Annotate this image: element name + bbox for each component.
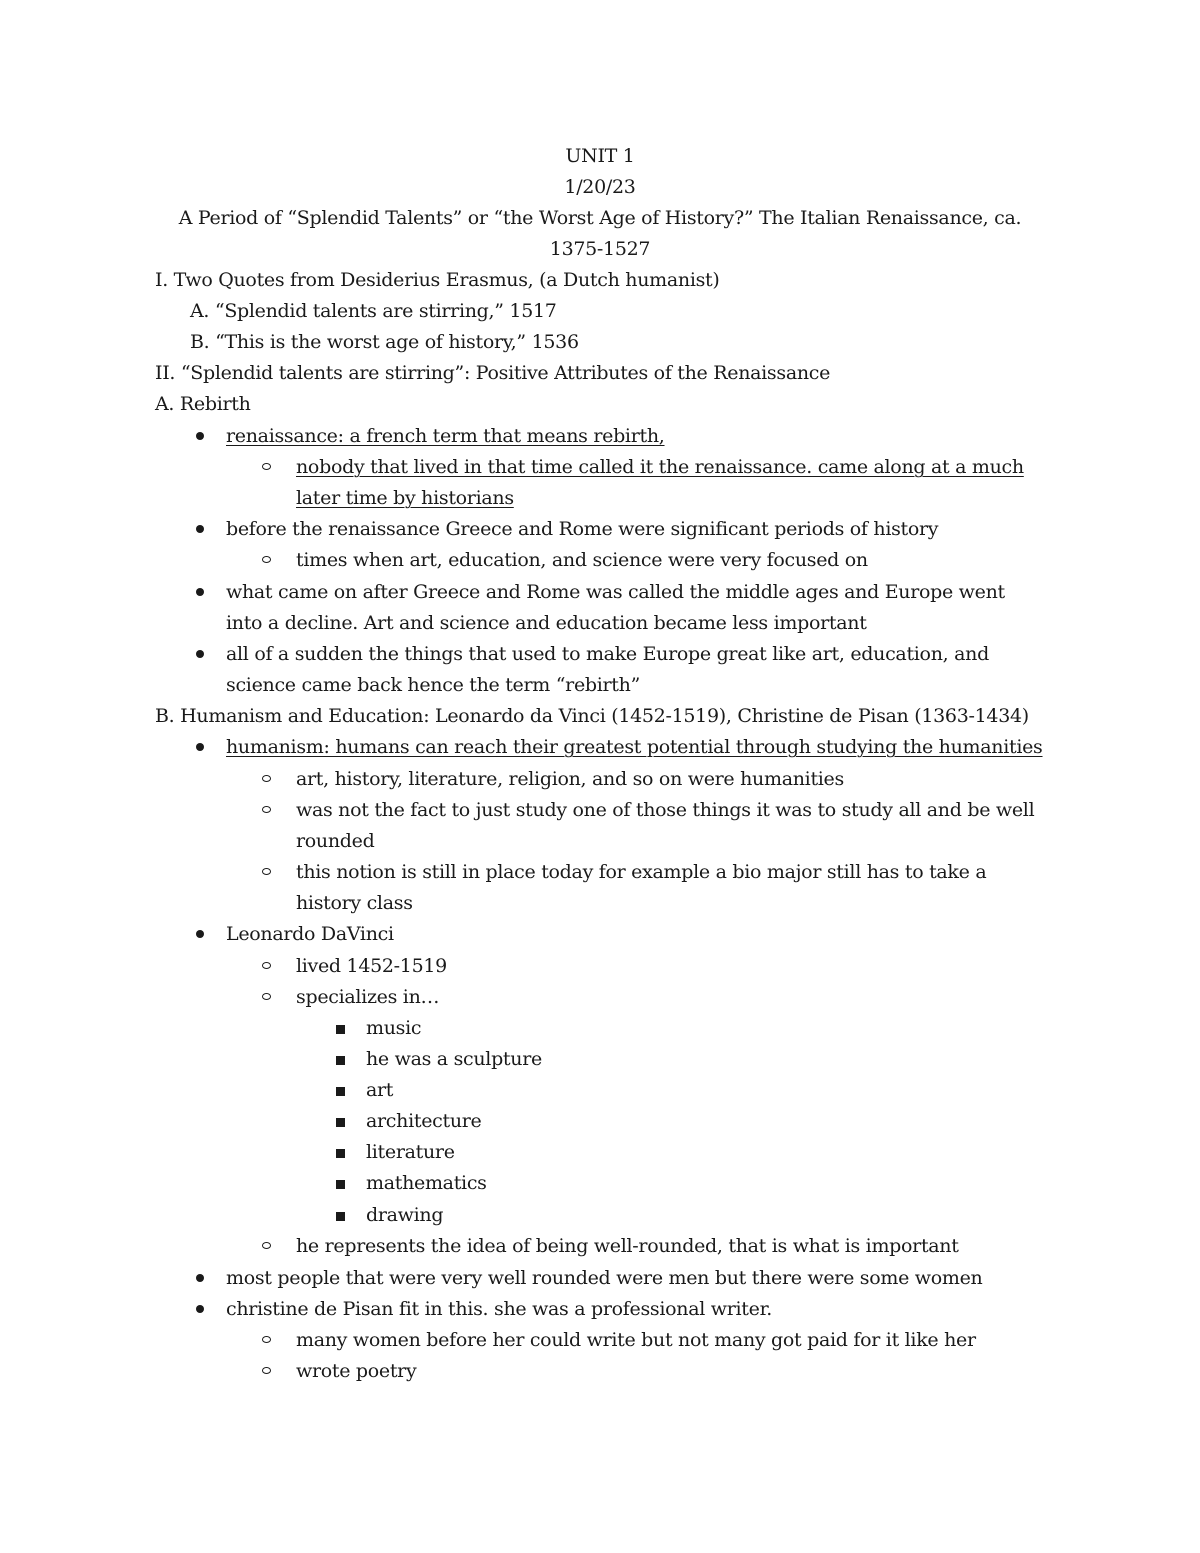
humanities-list: art, history, literature, religion, and so on were humanities xyxy=(296,768,844,790)
bullet-circle-icon xyxy=(262,1242,271,1249)
bullet-circle-icon xyxy=(262,868,271,875)
davinci-represents: he represents the idea of being well-rounded, that is what is important xyxy=(296,1235,959,1257)
unit-title: UNIT 1 xyxy=(565,145,635,167)
bullet-square-icon xyxy=(336,1087,345,1096)
quote-b: B. “This is the worst age of history,” 1536 xyxy=(190,331,579,353)
specialty-item: music xyxy=(366,1017,422,1039)
bullet-square-icon xyxy=(336,1118,345,1127)
notion-today-line2: history class xyxy=(296,892,413,914)
bullet-dot-icon xyxy=(196,1305,204,1313)
bullet-dot-icon xyxy=(196,930,204,938)
davinci-specializes: specializes in… xyxy=(296,986,440,1008)
bullet-dot-icon xyxy=(196,650,204,658)
revival-line2: science came back hence the term “rebirth” xyxy=(226,674,640,696)
specialty-item: mathematics xyxy=(366,1172,487,1194)
bullet-square-icon xyxy=(336,1212,345,1221)
bullet-square-icon xyxy=(336,1180,345,1189)
bullet-circle-icon xyxy=(262,1336,271,1343)
well-rounded-line2: rounded xyxy=(296,830,375,852)
pisan-paid: many women before her could write but not many got paid for it like her xyxy=(296,1329,976,1351)
bullet-circle-icon xyxy=(262,463,271,470)
bullet-dot-icon xyxy=(196,588,204,596)
women-note: most people that were very well rounded were men but there were some women xyxy=(226,1267,983,1289)
lecture-title-line2: 1375-1527 xyxy=(549,238,651,260)
bullet-circle-icon xyxy=(262,1367,271,1374)
bullet-circle-icon xyxy=(262,775,271,782)
bullet-square-icon xyxy=(336,1056,345,1065)
bullet-square-icon xyxy=(336,1025,345,1034)
humanism-definition: humanism: humans can reach their greatest potential through studying the humanities xyxy=(226,736,1043,758)
bullet-square-icon xyxy=(336,1149,345,1158)
pisan-heading: christine de Pisan fit in this. she was a professional writer. xyxy=(226,1298,773,1320)
specialty-item: literature xyxy=(366,1141,455,1163)
date: 1/20/23 xyxy=(564,176,636,198)
quote-a: A. “Splendid talents are stirring,” 1517 xyxy=(190,300,557,322)
bullet-circle-icon xyxy=(262,993,271,1000)
bullet-dot-icon xyxy=(196,432,204,440)
specialty-item: architecture xyxy=(366,1110,482,1132)
bullet-dot-icon xyxy=(196,525,204,533)
rebirth-note-line1: nobody that lived in that time called it the renaissance. came along at a much xyxy=(296,456,1024,478)
section-2-heading: II. “Splendid talents are stirring”: Positive Attributes of the Renaissance xyxy=(155,362,831,384)
davinci-lived: lived 1452-1519 xyxy=(296,955,447,977)
subsection-b-heading: B. Humanism and Education: Leonardo da Vinci (1452-1519), Christine de Pisan (1363-1434) xyxy=(155,705,1029,727)
bullet-circle-icon xyxy=(262,556,271,563)
rebirth-note-line2: later time by historians xyxy=(296,487,514,509)
revival-line1: all of a sudden the things that used to make Europe great like art, education, and xyxy=(226,643,989,665)
bullet-dot-icon xyxy=(196,1274,204,1282)
greece-rome-note: before the renaissance Greece and Rome were significant periods of history xyxy=(226,518,939,540)
bullet-circle-icon xyxy=(262,962,271,969)
pisan-poetry: wrote poetry xyxy=(296,1360,417,1382)
specialty-item: art xyxy=(366,1079,394,1101)
lecture-title-line1: A Period of “Splendid Talents” or “the Worst Age of History?” The Italian Renaissance, ca. xyxy=(178,207,1022,229)
specialty-item: drawing xyxy=(366,1204,444,1226)
davinci-heading: Leonardo DaVinci xyxy=(226,923,394,945)
greece-rome-subnote: times when art, education, and science were very focused on xyxy=(296,549,868,571)
subsection-a-heading: A. Rebirth xyxy=(155,393,251,415)
well-rounded-line1: was not the fact to just study one of those things it was to study all and be well xyxy=(296,799,1035,821)
rebirth-definition: renaissance: a french term that means rebirth, xyxy=(226,425,665,447)
middle-ages-line1: what came on after Greece and Rome was called the middle ages and Europe went xyxy=(226,581,1005,603)
bullet-circle-icon xyxy=(262,806,271,813)
notion-today-line1: this notion is still in place today for example a bio major still has to take a xyxy=(296,861,987,883)
bullet-dot-icon xyxy=(196,743,204,751)
section-1-heading: I. Two Quotes from Desiderius Erasmus, (a Dutch humanist) xyxy=(155,269,720,291)
specialty-item: he was a sculpture xyxy=(366,1048,542,1070)
middle-ages-line2: into a decline. Art and science and education became less important xyxy=(226,612,867,634)
